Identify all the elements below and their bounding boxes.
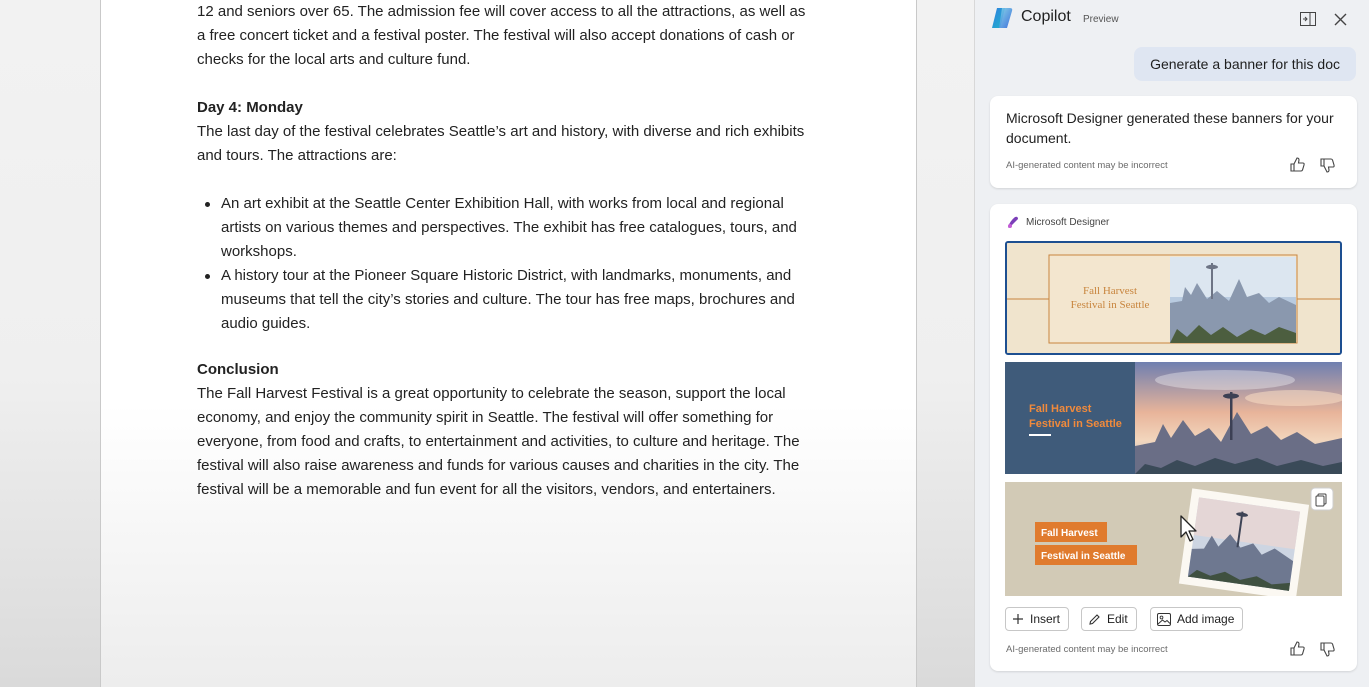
- designer-card: [990, 204, 1357, 671]
- pencil-icon: [1088, 613, 1101, 626]
- user-prompt-bubble: Generate a banner for this doc: [1134, 47, 1356, 81]
- thumbs-down-icon[interactable]: [1319, 156, 1337, 174]
- paragraph-line: economy, and enjoy the community spirit in Seattle. The festival will offer something for: [197, 409, 774, 426]
- thumbs-up-icon[interactable]: [1289, 640, 1307, 658]
- image-icon: [1157, 613, 1171, 626]
- banner-1-artwork: [1007, 243, 1342, 355]
- plus-icon: [1012, 613, 1024, 625]
- paragraph-line: and tours. The attractions are:: [197, 147, 397, 164]
- response-text: Microsoft Designer generated these banners for your document.: [1006, 110, 1334, 146]
- banner-1-title-line1: Fall Harvest: [1082, 285, 1138, 297]
- dock-pane-button[interactable]: [1297, 8, 1319, 30]
- document-body[interactable]: [197, 0, 837, 502]
- list-item: A history tour at the Pioneer Square Historic District, with landmarks, monuments, and museums that tell the city’s stories and culture. The tour has free maps, brochures and audio guides.: [221, 264, 837, 336]
- banner-option-2[interactable]: [1005, 362, 1342, 474]
- edit-label: Edit: [1107, 612, 1128, 626]
- microsoft-designer-icon: [1006, 215, 1020, 229]
- banner-2-artwork: [1005, 362, 1342, 474]
- close-pane-button[interactable]: [1329, 8, 1351, 30]
- copilot-header: [975, 0, 1369, 40]
- insert-button[interactable]: [1005, 607, 1069, 631]
- preview-badge: Preview: [1083, 14, 1119, 25]
- thumbs-up-icon[interactable]: [1289, 156, 1307, 174]
- ai-disclaimer: AI-generated content may be incorrect: [1006, 160, 1168, 171]
- paragraph-line: festival will also raise awareness and funds for various causes and charities in the city. The: [197, 457, 800, 474]
- banner-3-title-line2: Festival in Seattle: [1041, 551, 1126, 562]
- edit-button[interactable]: [1081, 607, 1137, 631]
- copilot-pane: [974, 0, 1369, 687]
- close-icon: [1334, 13, 1347, 26]
- paragraph-line: everyone, from food and crafts, to entertainment and activities, to culture and heritage. The: [197, 433, 800, 450]
- list-item: An art exhibit at the Seattle Center Exhibition Hall, with works from local and regional artists on various themes and perspectives. The exhibit has free catalogues, tours, and workshops.: [221, 192, 837, 264]
- banner-2-title-line2: Festival in Seattle: [1029, 418, 1122, 430]
- paragraph-line: The last day of the festival celebrates Seattle’s art and history, with diverse and rich exhibits: [197, 123, 805, 140]
- designer-label: Microsoft Designer: [1026, 217, 1110, 228]
- dock-icon: [1300, 12, 1316, 26]
- insert-label: Insert: [1030, 612, 1061, 626]
- mouse-cursor-icon: [1180, 515, 1202, 543]
- conclusion-heading: Conclusion: [197, 361, 279, 378]
- paragraph-line: a free concert ticket and a festival poster. The festival will also accept donations of cash or: [197, 27, 795, 44]
- banner-option-3[interactable]: [1005, 482, 1342, 596]
- day4-heading: Day 4: Monday: [197, 99, 303, 116]
- banner-3-artwork: [1005, 482, 1342, 596]
- paragraph-line: festival will be a memorable and fun event for all the visitors, vendors, and entertainers.: [197, 481, 776, 498]
- banner-2-title-line1: Fall Harvest: [1029, 403, 1092, 415]
- copilot-logo-icon: [990, 7, 1014, 29]
- add-image-button[interactable]: [1150, 607, 1243, 631]
- thumbs-down-icon[interactable]: [1319, 640, 1337, 658]
- attractions-list: [197, 192, 837, 336]
- paragraph-line: The Fall Harvest Festival is a great opportunity to celebrate the season, support the local: [197, 385, 786, 402]
- banner-3-title-line1: Fall Harvest: [1041, 528, 1098, 539]
- banner-option-1[interactable]: [1005, 241, 1342, 355]
- add-image-label: Add image: [1177, 612, 1235, 626]
- ai-disclaimer: AI-generated content may be incorrect: [1006, 644, 1168, 655]
- response-card: [990, 96, 1357, 188]
- paragraph-line: 12 and seniors over 65. The admission fee will cover access to all the attractions, as well as: [197, 3, 806, 20]
- document-page[interactable]: [100, 0, 917, 687]
- banner-1-title-line2: Festival in Seattle: [1070, 299, 1150, 311]
- copilot-title: Copilot: [1021, 8, 1071, 25]
- paragraph-line: checks for the local arts and culture fund.: [197, 51, 471, 68]
